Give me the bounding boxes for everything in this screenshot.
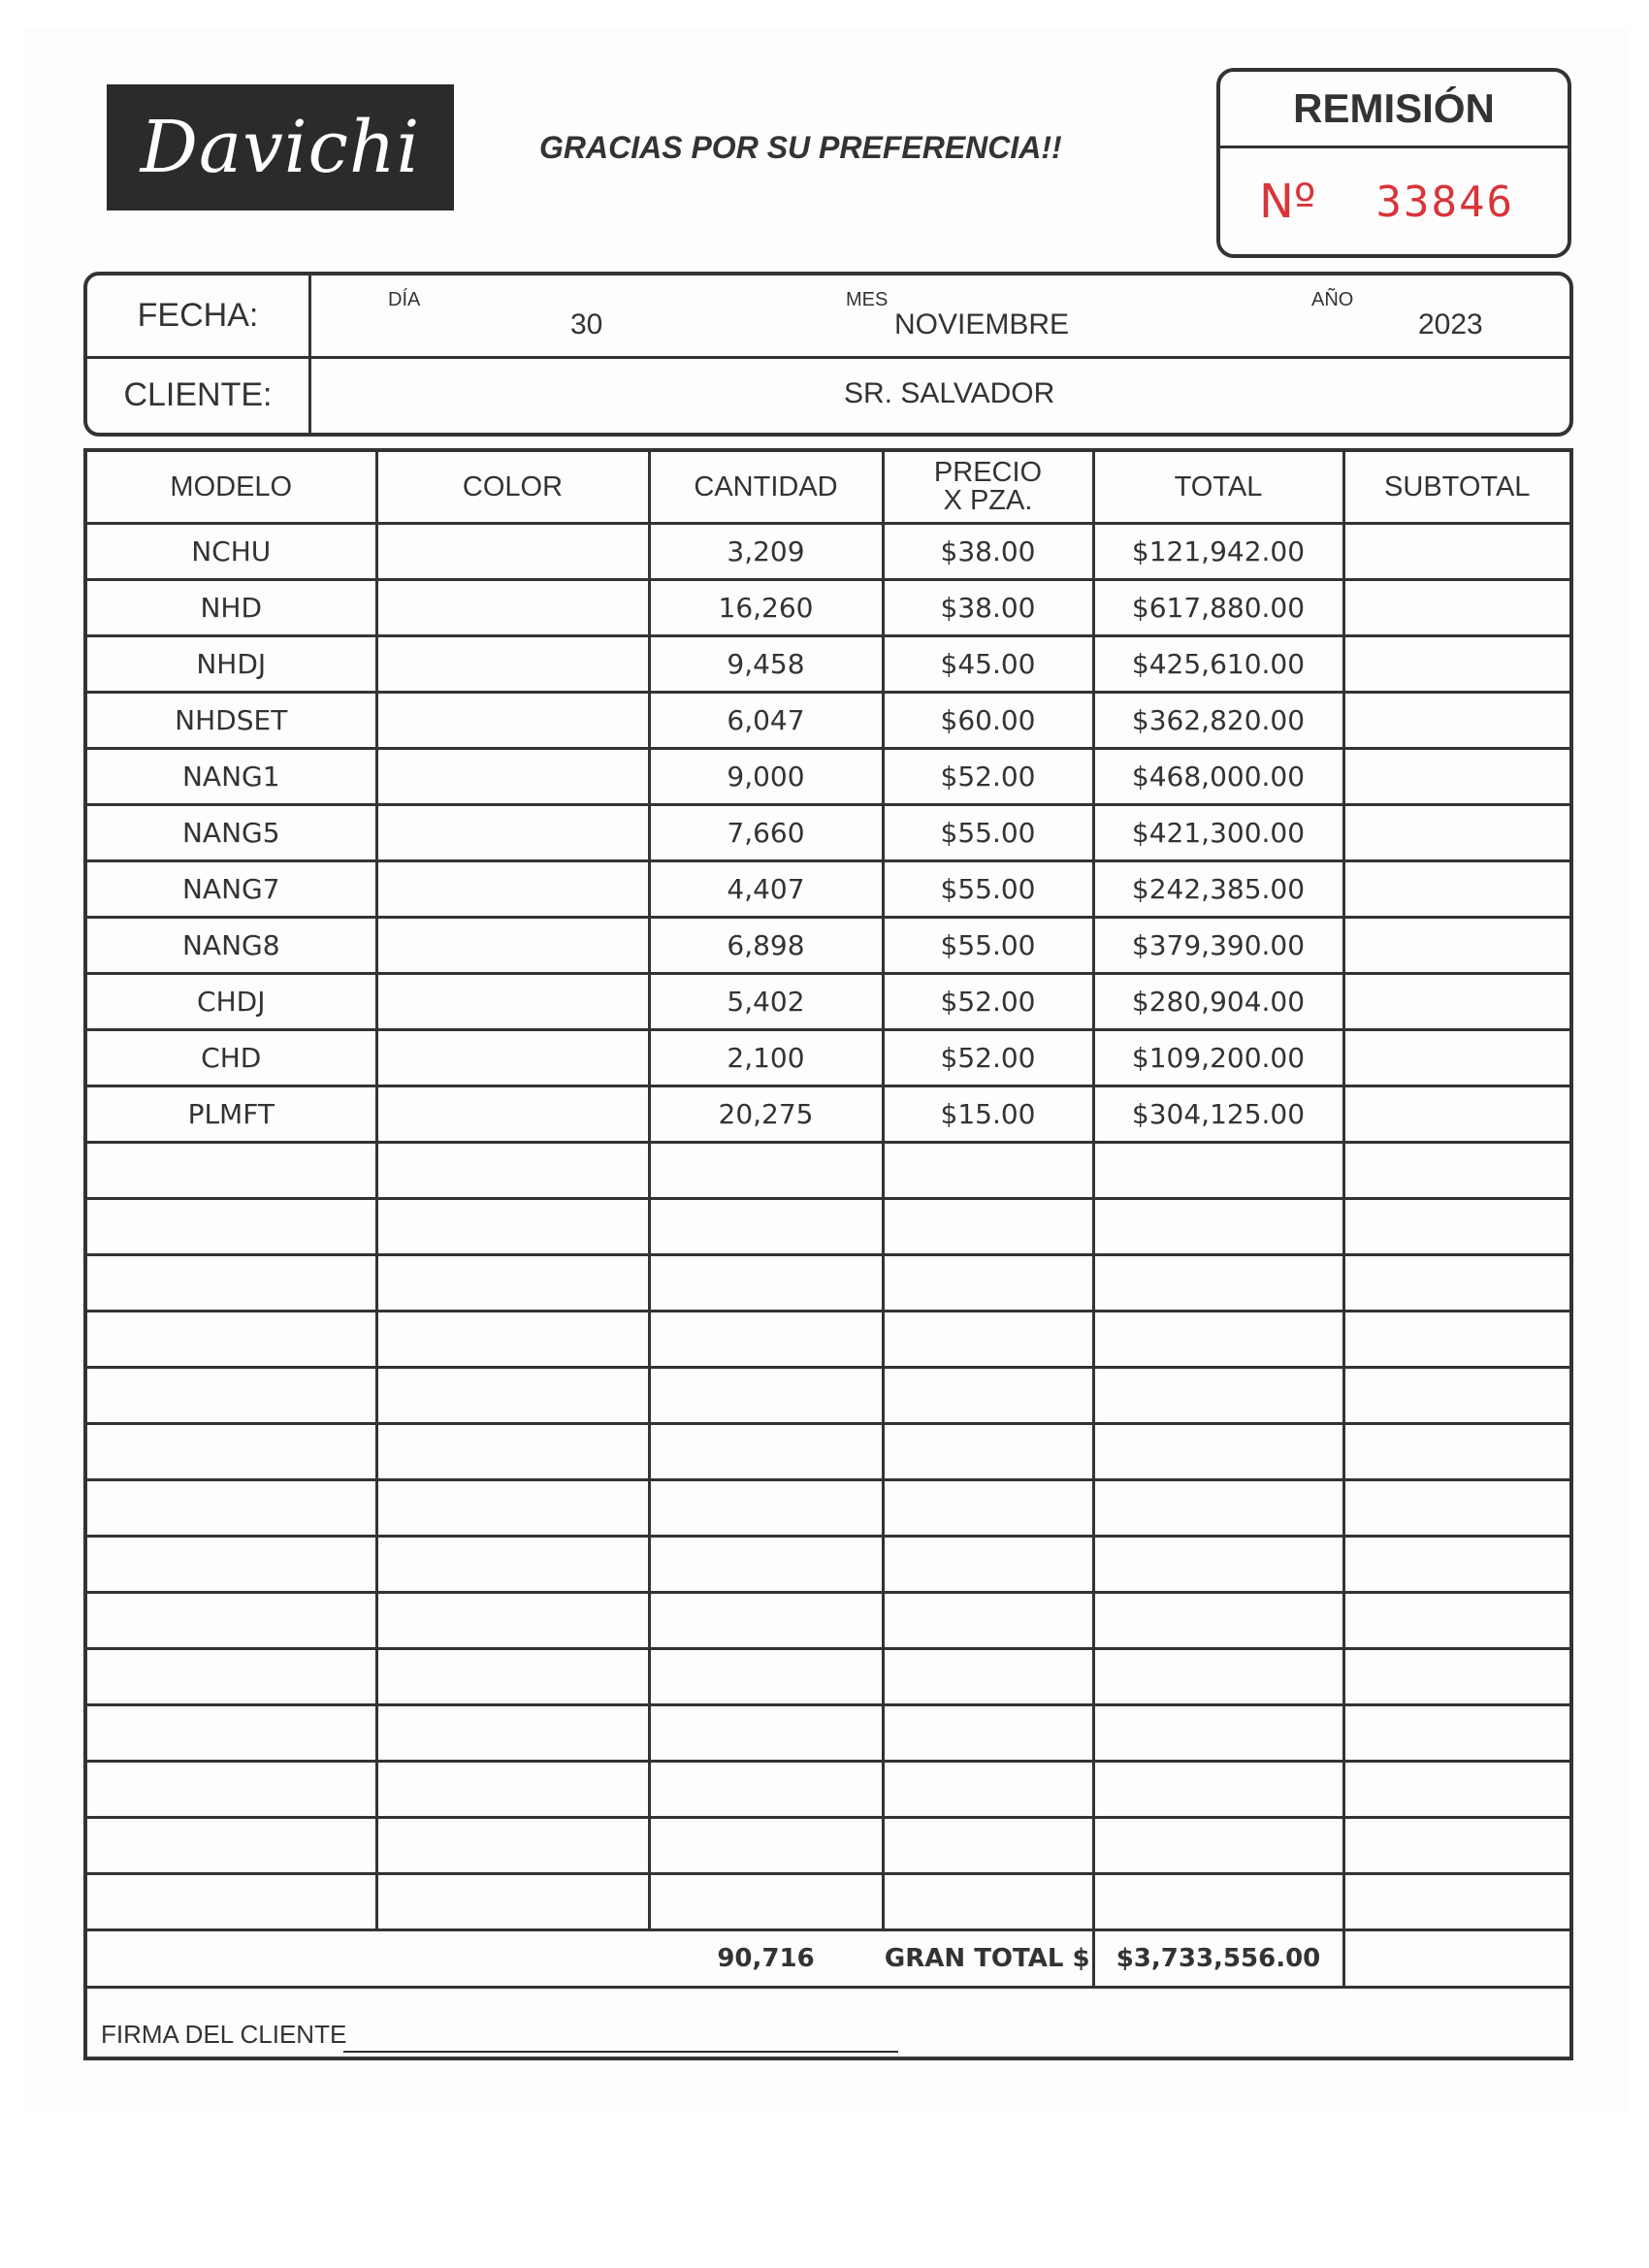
table-row: [87, 805, 1569, 861]
fecha-row: [87, 275, 1569, 359]
cell-precio: $52.00: [883, 1030, 1093, 1086]
cell-cantidad: 16,260: [649, 580, 883, 636]
cell-color: [376, 805, 649, 861]
empty-cell-subtotal: [1343, 1762, 1569, 1818]
empty-cell-precio: [883, 1312, 1093, 1368]
empty-row: [87, 1480, 1569, 1537]
empty-cell-color: [376, 1255, 649, 1312]
cell-total: $109,200.00: [1093, 1030, 1343, 1086]
cell-cantidad: 9,000: [649, 749, 883, 805]
empty-cell-color: [376, 1312, 649, 1368]
empty-row: [87, 1368, 1569, 1424]
empty-cell-cantidad: [649, 1818, 883, 1874]
cell-cantidad: 3,209: [649, 524, 883, 580]
empty-cell-subtotal: [1343, 1537, 1569, 1593]
cell-modelo: NHD: [87, 580, 376, 636]
empty-cell-total: [1093, 1649, 1343, 1705]
empty-cell-modelo: [87, 1480, 376, 1537]
cell-cantidad: 6,047: [649, 693, 883, 749]
empty-cell-subtotal: [1343, 1368, 1569, 1424]
empty-row: [87, 1762, 1569, 1818]
empty-cell-precio: [883, 1255, 1093, 1312]
cell-color: [376, 749, 649, 805]
empty-cell-color: [376, 1762, 649, 1818]
empty-cell-modelo: [87, 1649, 376, 1705]
cell-subtotal: [1343, 861, 1569, 918]
cell-color: [376, 524, 649, 580]
empty-cell-total: [1093, 1818, 1343, 1874]
cell-color: [376, 580, 649, 636]
empty-cell-total: [1093, 1424, 1343, 1480]
cell-modelo: PLMFT: [87, 1086, 376, 1143]
empty-cell-cantidad: [649, 1705, 883, 1762]
empty-cell-color: [376, 1480, 649, 1537]
empty-cell-color: [376, 1874, 649, 1930]
table-row: [87, 749, 1569, 805]
table-header-row: [87, 452, 1569, 524]
cliente-value: SR. SALVADOR: [844, 377, 1055, 409]
mes-label: MES: [846, 289, 889, 310]
total-cantidad: 90,716: [649, 1930, 883, 1988]
cell-cantidad: 4,407: [649, 861, 883, 918]
cliente-label: CLIENTE:: [87, 356, 311, 434]
dia-value: 30: [570, 308, 603, 340]
header-box: [83, 272, 1573, 437]
empty-cell-precio: [883, 1593, 1093, 1649]
empty-cell-total: [1093, 1705, 1343, 1762]
col-header-subtotal: SUBTOTAL: [1343, 452, 1569, 524]
empty-cell-precio: [883, 1762, 1093, 1818]
table-body: [87, 524, 1569, 1988]
remision-number-row: [1220, 148, 1568, 255]
empty-cell-subtotal: [1343, 1424, 1569, 1480]
cell-subtotal: [1343, 805, 1569, 861]
cell-total: $280,904.00: [1093, 974, 1343, 1030]
empty-cell-cantidad: [649, 1424, 883, 1480]
brand-logo: [107, 84, 454, 211]
empty-row: [87, 1312, 1569, 1368]
cell-modelo: CHDJ: [87, 974, 376, 1030]
cell-subtotal: [1343, 693, 1569, 749]
empty-cell-modelo: [87, 1537, 376, 1593]
cell-precio: $60.00: [883, 693, 1093, 749]
logo-text: Davichi: [140, 106, 421, 189]
cell-total: $617,880.00: [1093, 580, 1343, 636]
cell-color: [376, 974, 649, 1030]
empty-cell-modelo: [87, 1368, 376, 1424]
cell-precio: $45.00: [883, 636, 1093, 693]
table-row: [87, 974, 1569, 1030]
gran-total-label: GRAN TOTAL $: [883, 1930, 1093, 1988]
empty-cell-precio: [883, 1649, 1093, 1705]
fecha-label: FECHA:: [87, 275, 311, 356]
empty-cell-total: [1093, 1368, 1343, 1424]
table-row: [87, 1086, 1569, 1143]
empty-cell-color: [376, 1818, 649, 1874]
empty-cell-precio: [883, 1480, 1093, 1537]
empty-cell-cantidad: [649, 1593, 883, 1649]
table-row: [87, 918, 1569, 974]
cell-total: $468,000.00: [1093, 749, 1343, 805]
empty-cell-color: [376, 1649, 649, 1705]
table-row: [87, 636, 1569, 693]
anio-label: AÑO: [1311, 289, 1354, 310]
cell-cantidad: 7,660: [649, 805, 883, 861]
cell-total: $121,942.00: [1093, 524, 1343, 580]
table-row: [87, 693, 1569, 749]
empty-cell-subtotal: [1343, 1818, 1569, 1874]
empty-cell-precio: [883, 1874, 1093, 1930]
signature-line[interactable]: [343, 2051, 898, 2053]
col-header-modelo: MODELO: [87, 452, 376, 524]
empty-cell-cantidad: [649, 1199, 883, 1255]
cell-precio: $55.00: [883, 861, 1093, 918]
cell-color: [376, 693, 649, 749]
empty-cell-cantidad: [649, 1480, 883, 1537]
cell-subtotal: [1343, 974, 1569, 1030]
empty-cell-cantidad: [649, 1649, 883, 1705]
col-header-precio: PRECIO X PZA.: [883, 452, 1093, 524]
empty-cell-color: [376, 1199, 649, 1255]
empty-row: [87, 1818, 1569, 1874]
cell-cantidad: 6,898: [649, 918, 883, 974]
empty-cell-cantidad: [649, 1143, 883, 1199]
empty-cell-modelo: [87, 1424, 376, 1480]
empty-cell-subtotal: [1343, 1143, 1569, 1199]
cell-color: [376, 918, 649, 974]
table-row: [87, 524, 1569, 580]
empty-cell-subtotal: [1343, 1199, 1569, 1255]
cell-precio: $38.00: [883, 524, 1093, 580]
empty-cell-cantidad: [649, 1537, 883, 1593]
cell-total: $362,820.00: [1093, 693, 1343, 749]
cell-color: [376, 1030, 649, 1086]
empty-cell-total: [1093, 1143, 1343, 1199]
empty-cell-color: [376, 1537, 649, 1593]
empty-cell-cantidad: [649, 1312, 883, 1368]
col-header-color: COLOR: [376, 452, 649, 524]
cell-subtotal: [1343, 749, 1569, 805]
empty-row: [87, 1143, 1569, 1199]
empty-cell-cantidad: [649, 1874, 883, 1930]
empty-cell-subtotal: [1343, 1705, 1569, 1762]
empty-cell-color: [376, 1424, 649, 1480]
empty-row: [87, 1537, 1569, 1593]
cell-cantidad: 20,275: [649, 1086, 883, 1143]
cell-modelo: NHDJ: [87, 636, 376, 693]
empty-cell-modelo: [87, 1199, 376, 1255]
empty-cell-total: [1093, 1874, 1343, 1930]
cell-subtotal: [1343, 636, 1569, 693]
empty-cell-cantidad: [649, 1762, 883, 1818]
cell-precio: $55.00: [883, 805, 1093, 861]
empty-cell-color: [376, 1705, 649, 1762]
col-header-total: TOTAL: [1093, 452, 1343, 524]
cell-total: $242,385.00: [1093, 861, 1343, 918]
gran-total-value: $3,733,556.00: [1093, 1930, 1343, 1988]
totals-blank: [87, 1930, 649, 1988]
cell-modelo: CHD: [87, 1030, 376, 1086]
empty-cell-total: [1093, 1480, 1343, 1537]
empty-cell-modelo: [87, 1762, 376, 1818]
cell-total: $421,300.00: [1093, 805, 1343, 861]
empty-cell-total: [1093, 1255, 1343, 1312]
table-row: [87, 861, 1569, 918]
dia-label: DÍA: [388, 289, 421, 310]
empty-cell-cantidad: [649, 1368, 883, 1424]
remision-box: [1216, 68, 1571, 258]
empty-cell-color: [376, 1143, 649, 1199]
empty-row: [87, 1424, 1569, 1480]
firma-label: FIRMA DEL CLIENTE: [101, 2020, 347, 2049]
cell-cantidad: 9,458: [649, 636, 883, 693]
empty-row: [87, 1705, 1569, 1762]
remision-number: 33846: [1375, 177, 1514, 227]
empty-cell-precio: [883, 1424, 1093, 1480]
items-grid: [83, 448, 1573, 2060]
empty-row: [87, 1593, 1569, 1649]
empty-cell-color: [376, 1368, 649, 1424]
empty-cell-precio: [883, 1368, 1093, 1424]
cell-color: [376, 636, 649, 693]
cell-subtotal: [1343, 1030, 1569, 1086]
empty-cell-subtotal: [1343, 1312, 1569, 1368]
empty-cell-modelo: [87, 1255, 376, 1312]
empty-cell-total: [1093, 1593, 1343, 1649]
empty-cell-subtotal: [1343, 1593, 1569, 1649]
empty-cell-modelo: [87, 1705, 376, 1762]
empty-cell-precio: [883, 1199, 1093, 1255]
empty-cell-modelo: [87, 1312, 376, 1368]
cell-cantidad: 5,402: [649, 974, 883, 1030]
number-sign: Nº: [1259, 175, 1316, 229]
tagline: GRACIAS POR SU PREFERENCIA!!: [539, 130, 1062, 165]
cliente-row: [87, 356, 1569, 434]
cell-subtotal: [1343, 524, 1569, 580]
cell-precio: $52.00: [883, 974, 1093, 1030]
cell-color: [376, 861, 649, 918]
cell-precio: $52.00: [883, 749, 1093, 805]
empty-cell-modelo: [87, 1143, 376, 1199]
remision-title: REMISIÓN: [1220, 72, 1568, 148]
cell-modelo: NANG7: [87, 861, 376, 918]
cell-cantidad: 2,100: [649, 1030, 883, 1086]
signature-row: [87, 1985, 1569, 2057]
empty-row: [87, 1874, 1569, 1930]
cell-total: $425,610.00: [1093, 636, 1343, 693]
items-table: [87, 452, 1569, 1989]
table-row: [87, 580, 1569, 636]
empty-cell-precio: [883, 1143, 1093, 1199]
empty-cell-precio: [883, 1705, 1093, 1762]
empty-cell-cantidad: [649, 1255, 883, 1312]
empty-cell-total: [1093, 1199, 1343, 1255]
empty-cell-subtotal: [1343, 1649, 1569, 1705]
empty-cell-subtotal: [1343, 1255, 1569, 1312]
empty-cell-color: [376, 1593, 649, 1649]
empty-row: [87, 1649, 1569, 1705]
empty-cell-total: [1093, 1537, 1343, 1593]
col-header-cantidad: CANTIDAD: [649, 452, 883, 524]
cell-modelo: NANG8: [87, 918, 376, 974]
empty-cell-modelo: [87, 1593, 376, 1649]
cell-subtotal: [1343, 1086, 1569, 1143]
mes-value: NOVIEMBRE: [894, 308, 1070, 340]
cell-color: [376, 1086, 649, 1143]
cell-modelo: NHDSET: [87, 693, 376, 749]
empty-cell-subtotal: [1343, 1480, 1569, 1537]
anio-value: 2023: [1418, 308, 1483, 340]
cell-total: $304,125.00: [1093, 1086, 1343, 1143]
totals-subtotal: [1343, 1930, 1569, 1988]
empty-cell-modelo: [87, 1818, 376, 1874]
empty-cell-modelo: [87, 1874, 376, 1930]
empty-cell-total: [1093, 1312, 1343, 1368]
empty-cell-precio: [883, 1818, 1093, 1874]
cell-subtotal: [1343, 918, 1569, 974]
empty-row: [87, 1255, 1569, 1312]
empty-row: [87, 1199, 1569, 1255]
cell-precio: $15.00: [883, 1086, 1093, 1143]
totals-row: [87, 1930, 1569, 1988]
empty-cell-total: [1093, 1762, 1343, 1818]
table-row: [87, 1030, 1569, 1086]
cell-precio: $55.00: [883, 918, 1093, 974]
cell-precio: $38.00: [883, 580, 1093, 636]
cell-modelo: NCHU: [87, 524, 376, 580]
cell-modelo: NANG1: [87, 749, 376, 805]
cell-total: $379,390.00: [1093, 918, 1343, 974]
cell-subtotal: [1343, 580, 1569, 636]
empty-cell-subtotal: [1343, 1874, 1569, 1930]
empty-cell-precio: [883, 1537, 1093, 1593]
cell-modelo: NANG5: [87, 805, 376, 861]
